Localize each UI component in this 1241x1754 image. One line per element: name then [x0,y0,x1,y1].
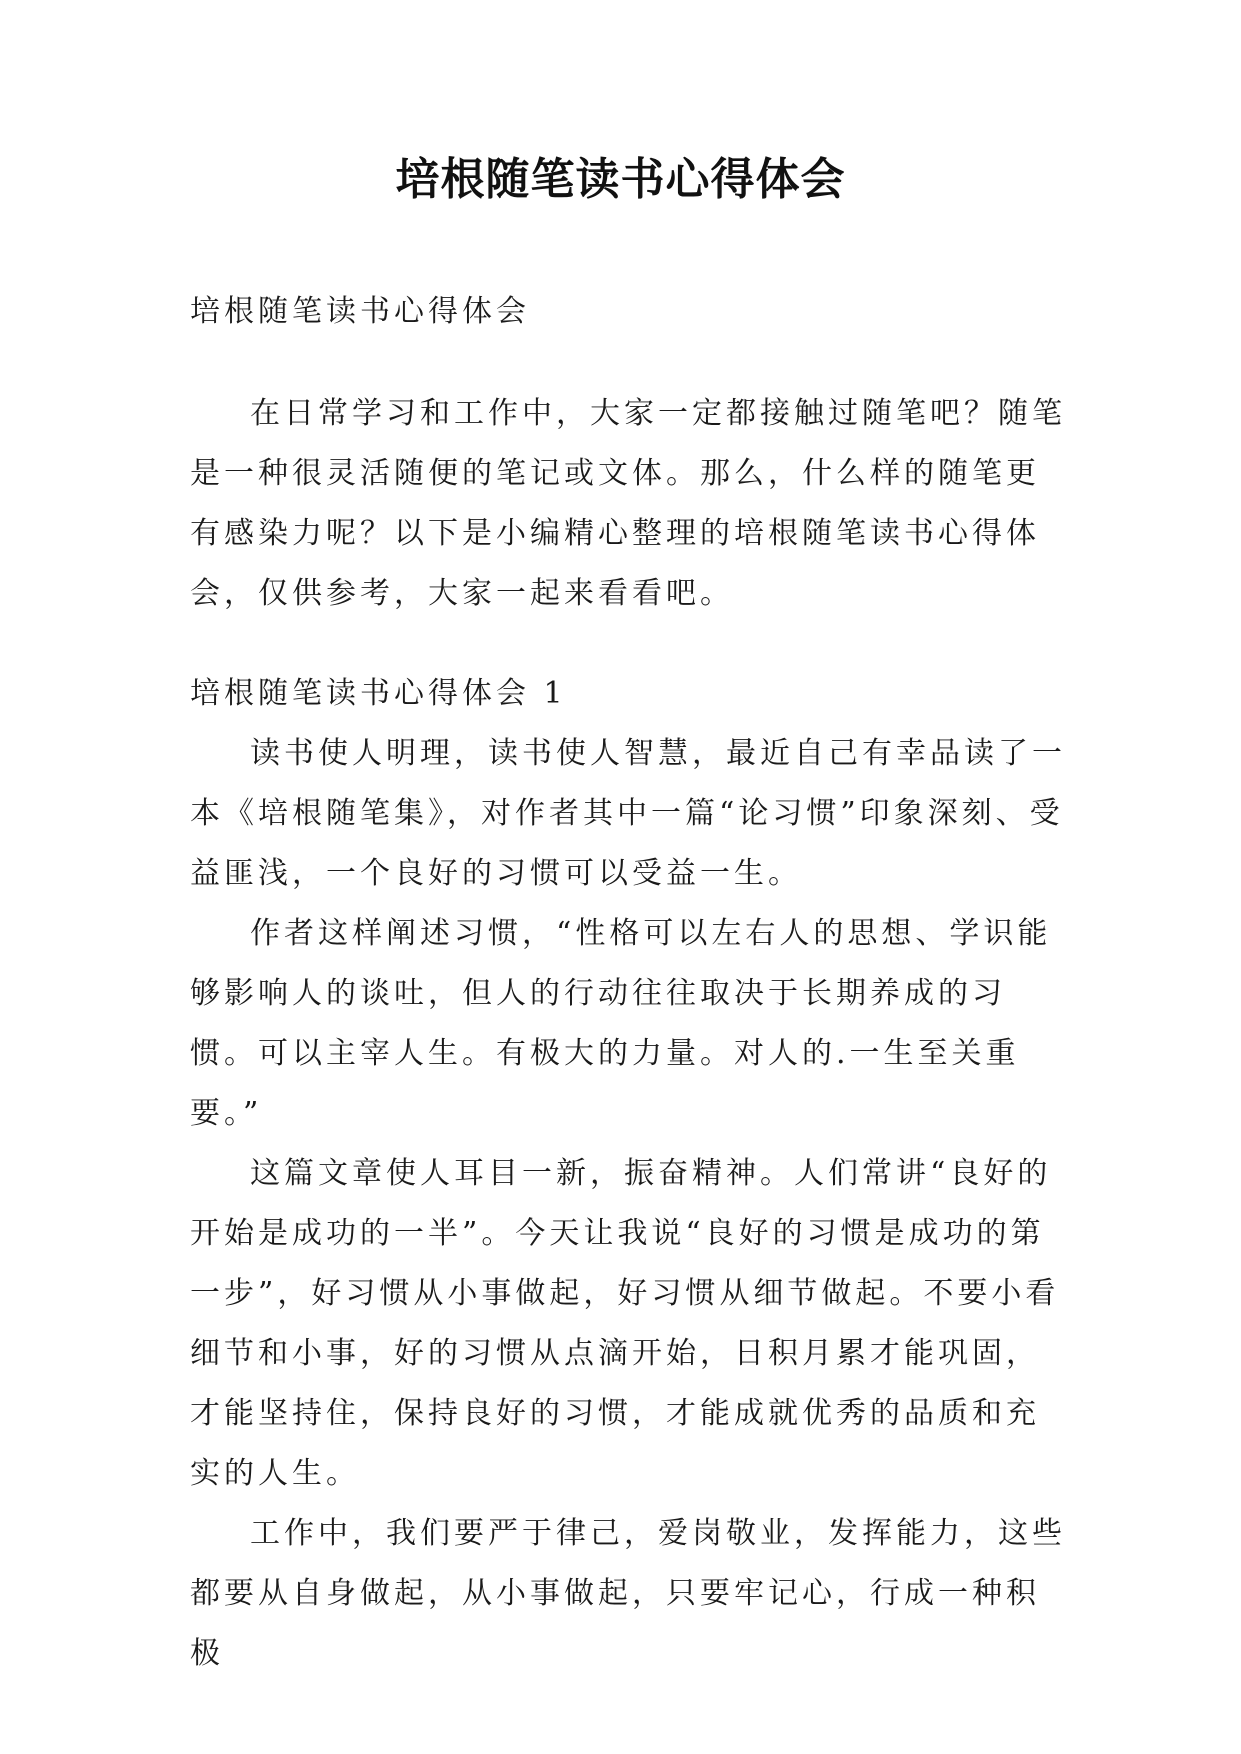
body-paragraph: 这篇文章使人耳目一新，振奋精神。人们常讲“良好的开始是成功的一半”。今天让我说“良好的习惯是成功的第一步”，好习惯从小事做起，好习惯从细节做起。不要小看细节和小事，好的习惯从点滴开始，日积月累才能巩固，才能坚持住，保持良好的习惯，才能成就优秀的品质和充实的人生。 [190,1156,1060,1491]
body-paragraph: 工作中，我们要严于律己，爱岗敬业，发挥能力，这些都要从自身做起，从小事做起，只要牢记心，行成一种积极 [190,1516,1066,1671]
section-title: 培根随笔读书心得体会 1 [190,676,567,711]
document-body [190,282,1070,1684]
intro-paragraph: 在日常学习和工作中，大家一定都接触过随笔吧？随笔是一种很灵活随便的笔记或文体。那么，什么样的随笔更有感染力呢？以下是小编精心整理的培根随笔读书心得体会，仅供参考，大家一起来看看吧。 [190,396,1066,611]
body-paragraph: 作者这样阐述习惯，“性格可以左右人的思想、学识能够影响人的谈吐，但人的行动往往取决于长期养成的习惯。可以主宰人生。有极大的力量。对人的.一生至关重要。” [190,916,1052,1131]
document-subtitle: 培根随笔读书心得体会 [190,294,530,329]
body-paragraph: 读书使人明理，读书使人智慧，最近自己有幸品读了一本《培根随笔集》，对作者其中一篇“论习惯”印象深刻、受益匪浅，一个良好的习惯可以受益一生。 [190,736,1066,891]
document-title: 培根随笔读书心得体会 [395,154,846,205]
